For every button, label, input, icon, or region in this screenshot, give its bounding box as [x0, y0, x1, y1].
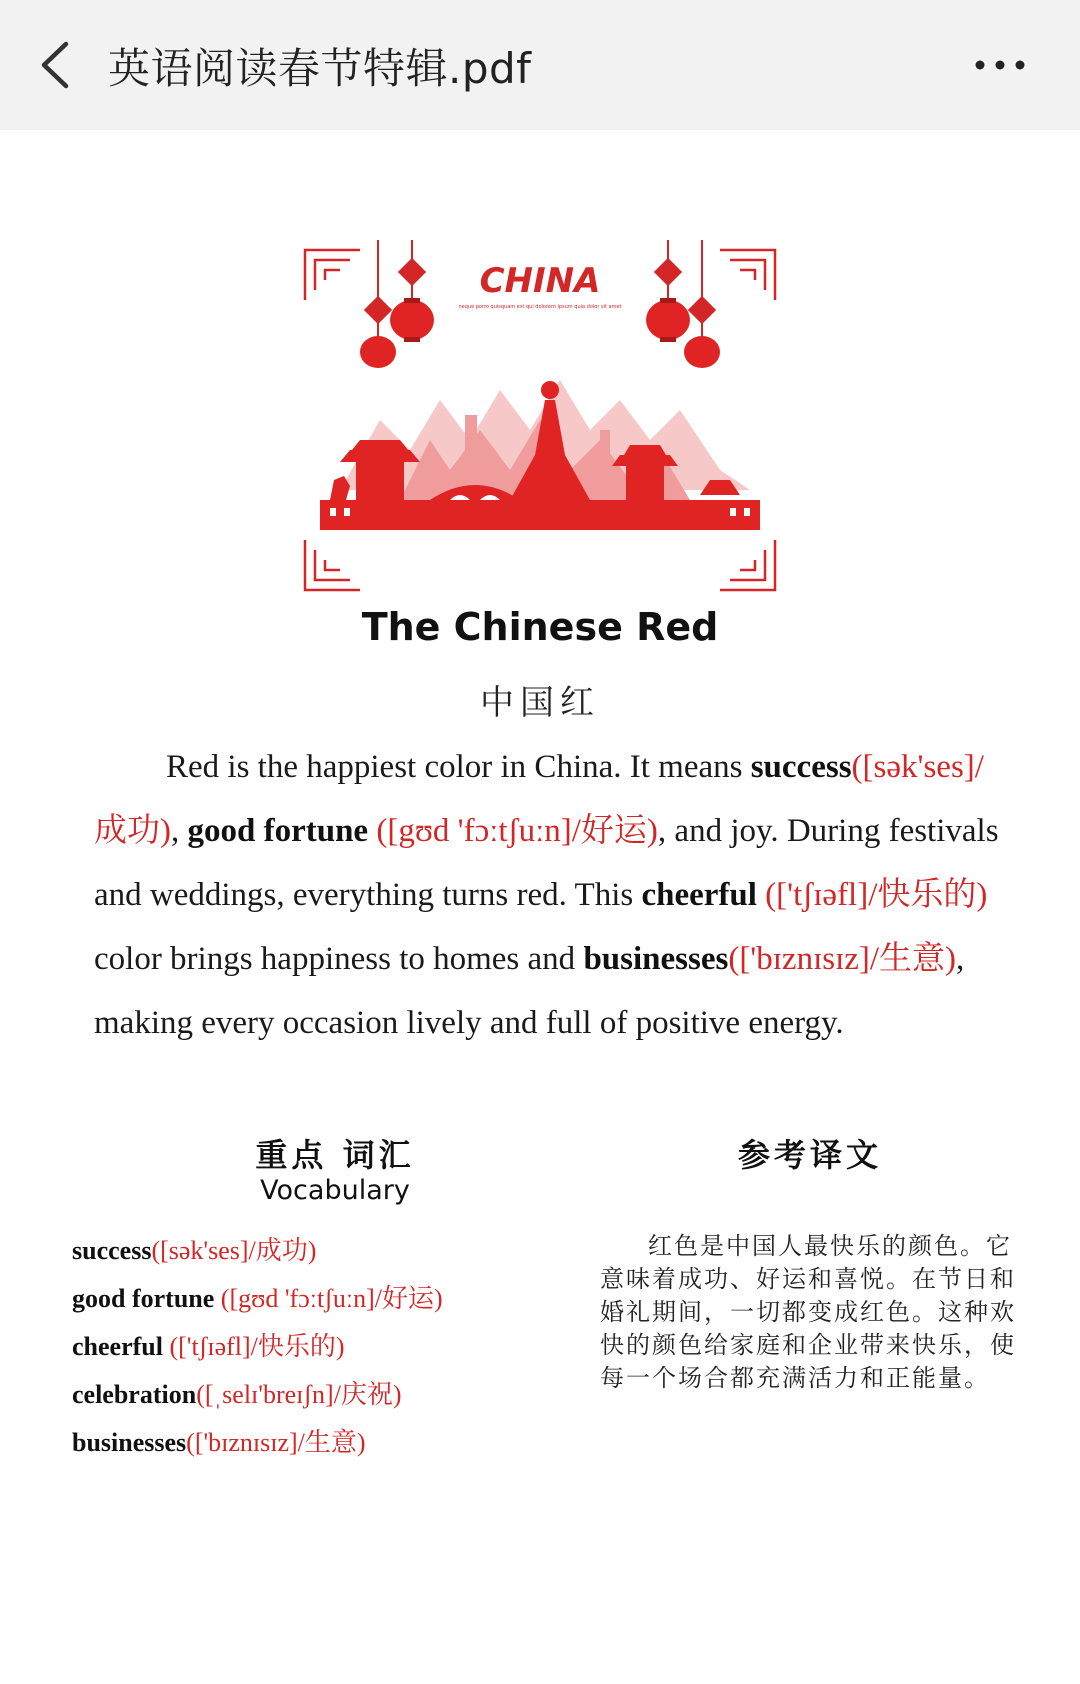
- translation-text: 红色是中国人最快乐的颜色。它意味着成功、好运和喜悦。在节日和婚礼期间，一切都变成红色。这种欢快的颜色给家庭和企业带来快乐，使每一个场合都充满活力和正能量。: [600, 1232, 1016, 1392]
- vocabulary-word: celebration: [72, 1380, 197, 1409]
- paragraph-text: ,: [171, 813, 188, 849]
- paragraph-text: , making every occasion lively and full of positive energy.: [94, 941, 965, 1041]
- vocabulary-title-zh: 重点 词汇: [255, 1136, 415, 1174]
- vocabulary-word: success: [72, 1236, 152, 1265]
- article-title-en: The Chinese Red: [361, 605, 719, 649]
- vocabulary-pronunciation: ([ˌselɪ'breɪʃn]/庆祝): [196, 1380, 402, 1409]
- more-dots-icon: [970, 40, 1060, 90]
- pronunciation-gloss: ([sək'ses]/成功): [94, 749, 984, 849]
- pronunciation-gloss: (['tʃɪəfl]/快乐的): [756, 877, 988, 913]
- vocabulary-pronunciation: (['tʃɪəfl]/快乐的): [162, 1332, 345, 1361]
- vocabulary-item: [72, 1227, 592, 1275]
- banner-subtitle: neque porro quisquam est qui dolorem ipsum quia dolor sit amet: [458, 304, 622, 310]
- vocabulary-title-en: Vocabulary: [260, 1175, 410, 1206]
- china-illustration: [300, 240, 780, 600]
- pdf-page: [0, 130, 1080, 1684]
- back-button[interactable]: [30, 30, 90, 100]
- pronunciation-gloss: (['bɪznɪsɪz]/生意): [728, 941, 957, 977]
- vocabulary-item: [72, 1419, 592, 1467]
- vocabulary-item: [72, 1275, 592, 1323]
- paragraph-text: , and joy. During festivals and weddings, everything turns red. This: [94, 813, 999, 913]
- vocabulary-item: [72, 1323, 592, 1371]
- keyword: cheerful: [641, 877, 757, 913]
- vocabulary-pronunciation: ([gʊd 'fɔːtʃuːn]/好运): [214, 1284, 443, 1313]
- vocabulary-item: [72, 1371, 592, 1419]
- paragraph-text: Red is the happiest color in China. It means: [166, 749, 751, 785]
- keyword: success: [750, 749, 852, 785]
- more-options-button[interactable]: [970, 40, 1060, 90]
- translation-title: 参考译文: [737, 1136, 882, 1174]
- paragraph-text: color brings happiness to homes and: [94, 941, 584, 977]
- keyword: businesses: [583, 941, 729, 977]
- vocabulary-word: good fortune: [72, 1284, 215, 1313]
- vocabulary-pronunciation: ([sək'ses]/成功): [151, 1236, 317, 1265]
- keyword: good fortune: [187, 813, 369, 849]
- article-title-zh: 中国红: [480, 683, 600, 723]
- chevron-left-icon: [30, 30, 90, 100]
- vocabulary-word: cheerful: [72, 1332, 163, 1361]
- vocabulary-list: [72, 1227, 592, 1467]
- pronunciation-gloss: ([gʊd 'fɔːtʃuːn]/好运): [368, 813, 658, 849]
- document-title: 英语阅读春节特辑.pdf: [108, 44, 532, 93]
- vocabulary-word: businesses: [72, 1428, 187, 1457]
- vocabulary-pronunciation: (['bɪznɪsɪz]/生意): [186, 1428, 366, 1457]
- article-paragraph: [94, 735, 1014, 1055]
- top-bar: [0, 0, 1080, 130]
- banner-title: CHINA: [479, 261, 601, 301]
